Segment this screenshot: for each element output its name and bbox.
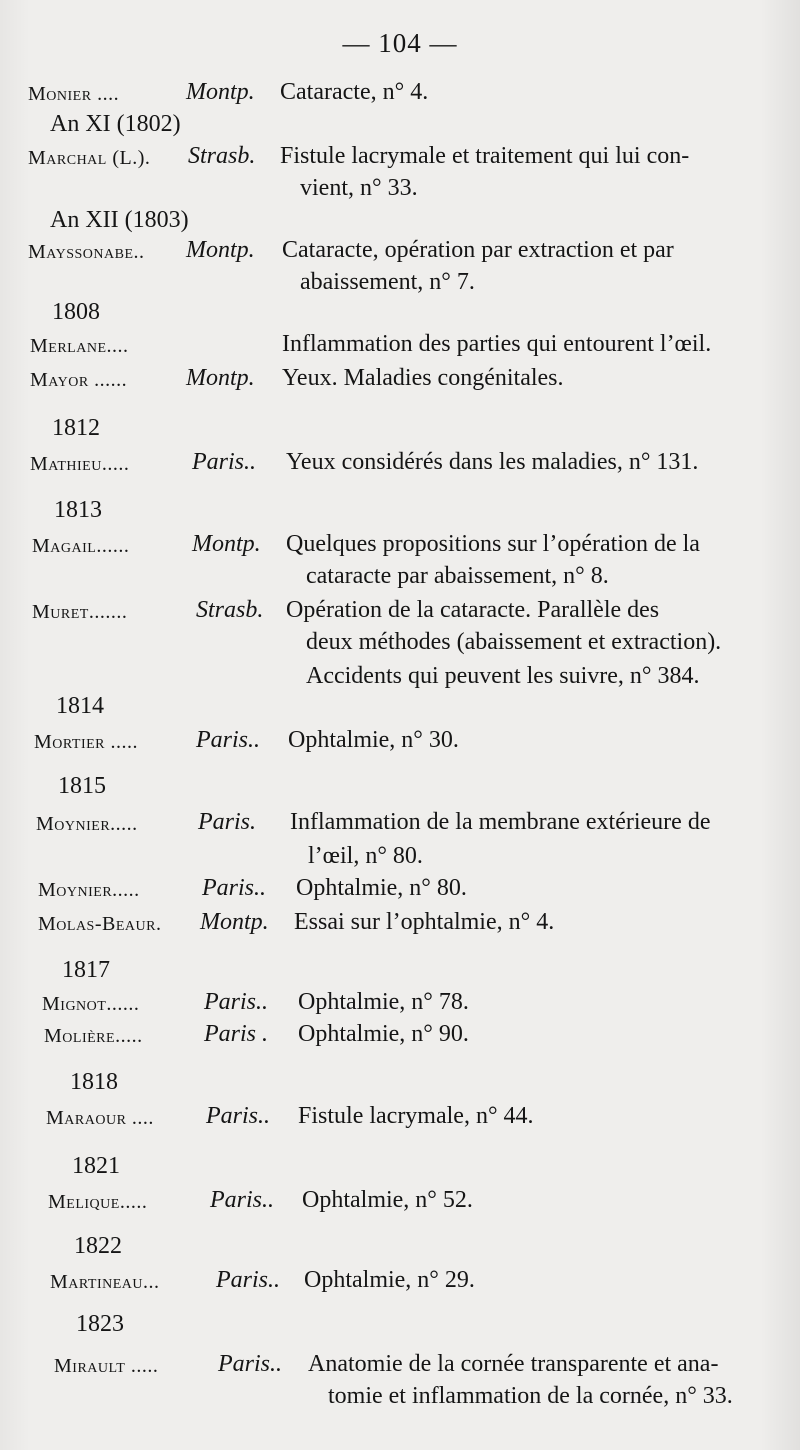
author-name: Moynier.....: [38, 879, 140, 901]
page-number: — 104 —: [342, 28, 458, 58]
thesis-title: Cataracte, n° 4.: [280, 79, 429, 105]
thesis-title: Opération de la cataracte. Parallèle des: [286, 597, 660, 623]
author-name: Mayor ......: [30, 369, 128, 391]
author-name: Monier ....: [28, 83, 120, 105]
thesis-title-continued: abaissement, n° 7.: [300, 269, 475, 295]
author-name: Moynier.....: [36, 813, 138, 835]
author-name: Mignot......: [42, 993, 140, 1015]
thesis-title-continued: tomie et inflammation de la cornée, n° 33.: [328, 1383, 733, 1409]
faculty-place: Montp.: [192, 531, 261, 557]
thesis-title-continued: cataracte par abaissement, n° 8.: [306, 563, 609, 589]
thesis-title: Yeux considérés dans les maladies, n° 131.: [286, 449, 699, 475]
author-name: Molas-Beaur.: [38, 913, 162, 935]
thesis-title-continued: Accidents qui peuvent les suivre, n° 384.: [306, 663, 700, 689]
thesis-title: Anatomie de la cornée transparente et ana-: [308, 1351, 719, 1377]
faculty-place: Paris..: [192, 449, 257, 475]
author-name: Mirault .....: [54, 1355, 159, 1377]
faculty-place: Paris.: [198, 809, 257, 835]
faculty-place: Paris..: [216, 1267, 281, 1293]
author-name: Mayssonabe..: [28, 241, 145, 263]
thesis-title: Fistule lacrymale, n° 44.: [298, 1103, 534, 1129]
thesis-title: Ophtalmie, n° 52.: [302, 1187, 473, 1213]
thesis-title-continued: l’œil, n° 80.: [308, 843, 423, 869]
thesis-title-continued: vient, n° 33.: [300, 175, 418, 201]
faculty-place: Paris..: [210, 1187, 275, 1213]
author-name: Mathieu.....: [30, 453, 130, 475]
faculty-place: Paris .: [204, 1021, 269, 1047]
author-name: Molière.....: [44, 1025, 143, 1047]
year-heading: An XII (1803): [50, 207, 189, 233]
thesis-title: Ophtalmie, n° 29.: [304, 1267, 475, 1293]
faculty-place: Montp.: [200, 909, 269, 935]
year-heading: 1814: [56, 693, 104, 719]
thesis-title: Yeux. Maladies congénitales.: [282, 365, 564, 391]
faculty-place: Montp.: [186, 365, 255, 391]
faculty-place: Paris..: [204, 989, 269, 1015]
faculty-place: Strasb.: [188, 143, 256, 169]
author-name: Marchal (L.).: [28, 147, 151, 169]
year-heading: 1812: [52, 415, 100, 441]
year-heading: 1813: [54, 497, 102, 523]
thesis-title: Ophtalmie, n° 30.: [288, 727, 459, 753]
faculty-place: Paris..: [196, 727, 261, 753]
author-name: Mortier .....: [34, 731, 138, 753]
thesis-title: Ophtalmie, n° 78.: [298, 989, 469, 1015]
year-heading: An XI (1802): [50, 111, 181, 137]
faculty-place: Montp.: [186, 79, 255, 105]
author-name: Magail......: [32, 535, 130, 557]
year-heading: 1822: [74, 1233, 122, 1259]
thesis-title-continued: deux méthodes (abaissement et extraction).: [306, 629, 722, 655]
year-heading: 1815: [58, 773, 106, 799]
thesis-title: Ophtalmie, n° 90.: [298, 1021, 469, 1047]
thesis-title: Ophtalmie, n° 80.: [296, 875, 467, 901]
year-heading: 1818: [70, 1069, 118, 1095]
faculty-place: Paris..: [202, 875, 267, 901]
author-name: Merlane....: [30, 335, 129, 357]
thesis-title: Cataracte, opération par extraction et par: [282, 237, 674, 263]
faculty-place: Paris..: [218, 1351, 283, 1377]
year-heading: 1823: [76, 1311, 124, 1337]
thesis-title: Inflammation de la membrane extérieure de: [290, 809, 711, 835]
author-name: Martineau...: [50, 1271, 160, 1293]
faculty-place: Strasb.: [196, 597, 264, 623]
faculty-place: Paris..: [206, 1103, 271, 1129]
author-name: Muret.......: [32, 601, 128, 623]
author-name: Maraour ....: [46, 1107, 154, 1129]
thesis-title: Fistule lacrymale et traitement qui lui con-: [280, 143, 690, 169]
year-heading: 1817: [62, 957, 110, 983]
thesis-title: Inflammation des parties qui entourent l’œil.: [282, 331, 712, 357]
year-heading: 1821: [72, 1153, 120, 1179]
author-name: Melique.....: [48, 1191, 148, 1213]
year-heading: 1808: [52, 299, 100, 325]
faculty-place: Montp.: [186, 237, 255, 263]
thesis-title: Essai sur l’ophtalmie, n° 4.: [294, 909, 555, 935]
thesis-title: Quelques propositions sur l’opération de la: [286, 531, 700, 557]
